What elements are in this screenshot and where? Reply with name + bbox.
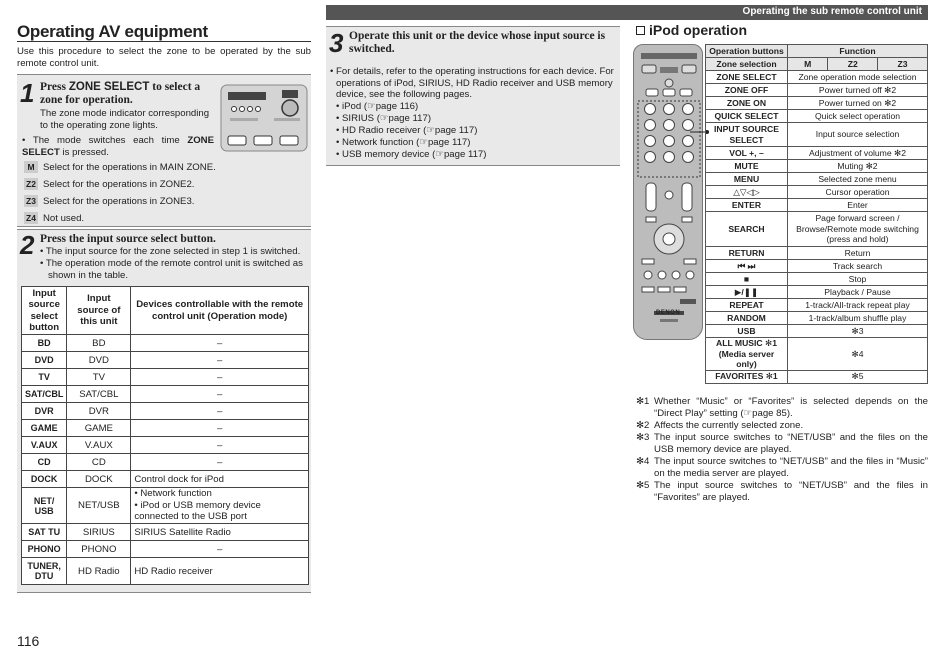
col-header-operation-buttons: Operation buttons [706, 45, 788, 58]
table-row [706, 84, 928, 97]
table-row [22, 558, 309, 585]
col-header-function: Function [788, 45, 928, 58]
function-cell: Track search [788, 260, 928, 273]
table-cell-button: V.AUX [22, 437, 67, 454]
table-row [22, 471, 309, 488]
table-row [706, 110, 928, 123]
step1-title: Press ZONE SELECT to select a zone for operation. [40, 81, 201, 106]
function-cell: Zone operation mode selection [788, 71, 928, 84]
operation-button-cell: FAVORITES ✻1 [706, 370, 788, 383]
operation-button-cell: ENTER [706, 199, 788, 212]
table-cell-button: TV [22, 369, 67, 386]
table-cell-source: CD [67, 454, 131, 471]
zone-select-illustration [220, 84, 308, 152]
table-cell-device: – [131, 352, 309, 369]
col-header-button: Input source select button [22, 287, 67, 335]
table-cell-source: GAME [67, 420, 131, 437]
table-cell-source: DVR [67, 403, 131, 420]
table-row [706, 71, 928, 84]
title-rule [17, 41, 311, 42]
table-cell-device: – [131, 420, 309, 437]
zone-selection-label: Zone selection [706, 58, 788, 71]
footnote: ✻2 Affects the currently selected zone. [636, 420, 804, 431]
table-cell-source: NET/USB [67, 488, 131, 524]
page-number: 116 [17, 633, 40, 649]
table-row [706, 260, 928, 273]
table-cell-source: DOCK [67, 471, 131, 488]
function-cell: ✻3 [788, 325, 928, 338]
operation-button-cell: REPEAT [706, 299, 788, 312]
footnote: ✻5 The input source switches to “NET/USB” and the files in “Favorites” are played. [636, 480, 928, 503]
reference-icon: ☞ [435, 149, 444, 160]
table-row [706, 325, 928, 338]
function-cell: 1-track/All-track repeat play [788, 299, 928, 312]
reference-icon: ☞ [379, 113, 389, 124]
zone-m: M [788, 58, 828, 71]
table-row [22, 386, 309, 403]
step3-title: Operate this unit or the device whose input source is switched. [349, 30, 606, 55]
table-cell-device: – [131, 386, 309, 403]
mode-row-z2: Z2 Select for the operations in ZONE2. [24, 178, 194, 190]
table-cell-button: BD [22, 335, 67, 352]
step1-bullet: • The mode switches each time ZONE SELECT is pressed. [22, 135, 214, 158]
operation-button-cell: △▽◁▷ [706, 186, 788, 199]
page-reference: • Network function (☞page 117) [336, 137, 471, 148]
table-row [22, 541, 309, 558]
table-cell-device: • Network function • iPod or USB memory device connected to the USB port [131, 488, 309, 524]
table-cell-source: V.AUX [67, 437, 131, 454]
function-cell: Selected zone menu [788, 173, 928, 186]
table-row [706, 370, 928, 383]
zone-z3: Z3 [878, 58, 928, 71]
table-row [22, 524, 309, 541]
step3-number: 3 [329, 28, 344, 58]
remote-brand-label: DENON [656, 310, 681, 316]
function-cell: Page forward screen / Browse/Remote mode switching (press and hold) [788, 212, 928, 247]
operation-button-cell: ZONE ON [706, 97, 788, 110]
table-cell-device: – [131, 541, 309, 558]
ipod-section-title: iPod operation [636, 22, 747, 38]
table-row [22, 369, 309, 386]
function-cell: Adjustment of volume ✻2 [788, 147, 928, 160]
function-cell: Muting ✻2 [788, 160, 928, 173]
col-header-source: Input source of this unit [67, 287, 131, 335]
table-row [22, 403, 309, 420]
reference-icon: ☞ [426, 125, 435, 136]
table-cell-button: GAME [22, 420, 67, 437]
step1-desc: The zone mode indicator corresponding to the operating zone lights. [40, 108, 210, 131]
table-cell-device: – [131, 403, 309, 420]
remote-control-svg [634, 45, 704, 341]
table-cell-device: – [131, 437, 309, 454]
operation-button-cell: USB [706, 325, 788, 338]
footnote: ✻4 The input source switches to “NET/USB” and the files in “Music” on the media server are played. [636, 456, 928, 479]
reference-icon: ☞ [419, 137, 428, 148]
page-reference: • USB memory device (☞page 117) [336, 149, 487, 160]
operation-button-cell: MENU [706, 173, 788, 186]
footnote: ✻1 Whether “Music” or “Favorites” is selected depends on the “Direct Play” setting (☞page 85). [636, 396, 928, 419]
step2-title: Press the input source select button. [40, 233, 216, 245]
table-cell-device: Control dock for iPod [131, 471, 309, 488]
table-cell-button: DVD [22, 352, 67, 369]
operation-button-cell: ALL MUSIC ✻1 (Media server only) [706, 338, 788, 371]
operation-button-cell: MUTE [706, 160, 788, 173]
table-row [706, 338, 928, 371]
function-cell: ✻5 [788, 370, 928, 383]
table-cell-source: BD [67, 335, 131, 352]
table-cell-button: NET/ USB [22, 488, 67, 524]
table-row [706, 123, 928, 147]
step3-bullet: • For details, refer to the operating instructions for each device. For operations of iPod, SIRIUS, HD Radio receiver and USB memory device, see the following pages. [330, 66, 614, 100]
table-cell-button: TUNER, DTU [22, 558, 67, 585]
table-cell-button: SAT TU [22, 524, 67, 541]
table-cell-button: DOCK [22, 471, 67, 488]
footnotes [636, 396, 928, 504]
table-row [706, 173, 928, 186]
table-row [706, 212, 928, 247]
table-cell-button: SAT/CBL [22, 386, 67, 403]
mode-row-z4: Z4 Not used. [24, 212, 84, 224]
table-row [706, 273, 928, 286]
step1-number: 1 [20, 78, 35, 108]
operation-button-cell: RETURN [706, 247, 788, 260]
table-row [22, 352, 309, 369]
operation-button-cell: QUICK SELECT [706, 110, 788, 123]
table-cell-source: SIRIUS [67, 524, 131, 541]
function-cell: Input source selection [788, 123, 928, 147]
page-reference-list [336, 101, 486, 161]
table-cell-source: TV [67, 369, 131, 386]
table-row [706, 186, 928, 199]
step2-number: 2 [20, 230, 35, 260]
function-cell: Cursor operation [788, 186, 928, 199]
function-cell: Power turned off ✻2 [788, 84, 928, 97]
operation-button-cell: SEARCH [706, 212, 788, 247]
zone-z2: Z2 [828, 58, 878, 71]
operation-button-cell: RANDOM [706, 312, 788, 325]
table-row [22, 437, 309, 454]
page-reference: • iPod (☞page 116) [336, 101, 419, 112]
page-title: Operating AV equipment [17, 22, 208, 41]
table-row [22, 335, 309, 352]
mode-row-m: M Select for the operations in MAIN ZONE. [24, 161, 216, 173]
table-cell-source: PHONO [67, 541, 131, 558]
table-cell-button: PHONO [22, 541, 67, 558]
function-cell: Return [788, 247, 928, 260]
function-cell: Stop [788, 273, 928, 286]
step2-bullet-1: • The input source for the zone selected in step 1 is switched. [40, 246, 301, 257]
operation-button-cell: ■ [706, 273, 788, 286]
col-header-devices: Devices controllable with the remote control unit (Operation mode) [131, 287, 309, 335]
table-row [706, 312, 928, 325]
footnote: ✻3 The input source switches to “NET/USB” and the files on the USB memory device are played. [636, 432, 928, 455]
table-row [706, 147, 928, 160]
step2-bullet-2: • The operation mode of the remote control unit is switched as shown in the table. [40, 258, 303, 281]
table-row [706, 97, 928, 110]
table-cell-source: HD Radio [67, 558, 131, 585]
table-row [706, 160, 928, 173]
section-header-bar: Operating the sub remote control unit [326, 5, 928, 20]
operation-button-cell: ZONE SELECT [706, 71, 788, 84]
table-cell-device: HD Radio receiver [131, 558, 309, 585]
mode-row-z3: Z3 Select for the operations in ZONE3. [24, 195, 194, 207]
table-row [706, 299, 928, 312]
table-row [22, 420, 309, 437]
table-cell-source: SAT/CBL [67, 386, 131, 403]
remote-control-illustration [633, 44, 703, 340]
intro-text: Use this procedure to select the zone to be operated by the sub remote control unit. [17, 46, 311, 69]
operation-button-cell: ⏮ ⏭ [706, 260, 788, 273]
table-row [22, 488, 309, 524]
function-cell: Power turned on ✻2 [788, 97, 928, 110]
operation-button-cell: INPUT SOURCE SELECT [706, 123, 788, 147]
table-row [706, 286, 928, 299]
table-cell-device: – [131, 335, 309, 352]
function-cell: ✻4 [788, 338, 928, 371]
table-cell-device: – [131, 369, 309, 386]
reference-icon: ☞ [367, 101, 376, 112]
table-cell-button: CD [22, 454, 67, 471]
function-cell: 1-track/album shuffle play [788, 312, 928, 325]
operation-button-cell: VOL +, – [706, 147, 788, 160]
page-reference: • HD Radio receiver (☞page 117) [336, 125, 478, 136]
function-cell: Enter [788, 199, 928, 212]
table-row [706, 199, 928, 212]
function-cell: Playback / Pause [788, 286, 928, 299]
input-source-table [21, 286, 309, 585]
checkbox-icon [636, 26, 645, 35]
table-row [22, 454, 309, 471]
ipod-operation-table [705, 44, 928, 384]
table-cell-device: – [131, 454, 309, 471]
operation-button-cell: ZONE OFF [706, 84, 788, 97]
table-cell-device: SIRIUS Satellite Radio [131, 524, 309, 541]
table-cell-source: DVD [67, 352, 131, 369]
table-row [706, 247, 928, 260]
function-cell: Quick select operation [788, 110, 928, 123]
operation-button-cell: ▶/❚❚ [706, 286, 788, 299]
page-reference: • SIRIUS (☞page 117) [336, 113, 432, 124]
table-cell-button: DVR [22, 403, 67, 420]
